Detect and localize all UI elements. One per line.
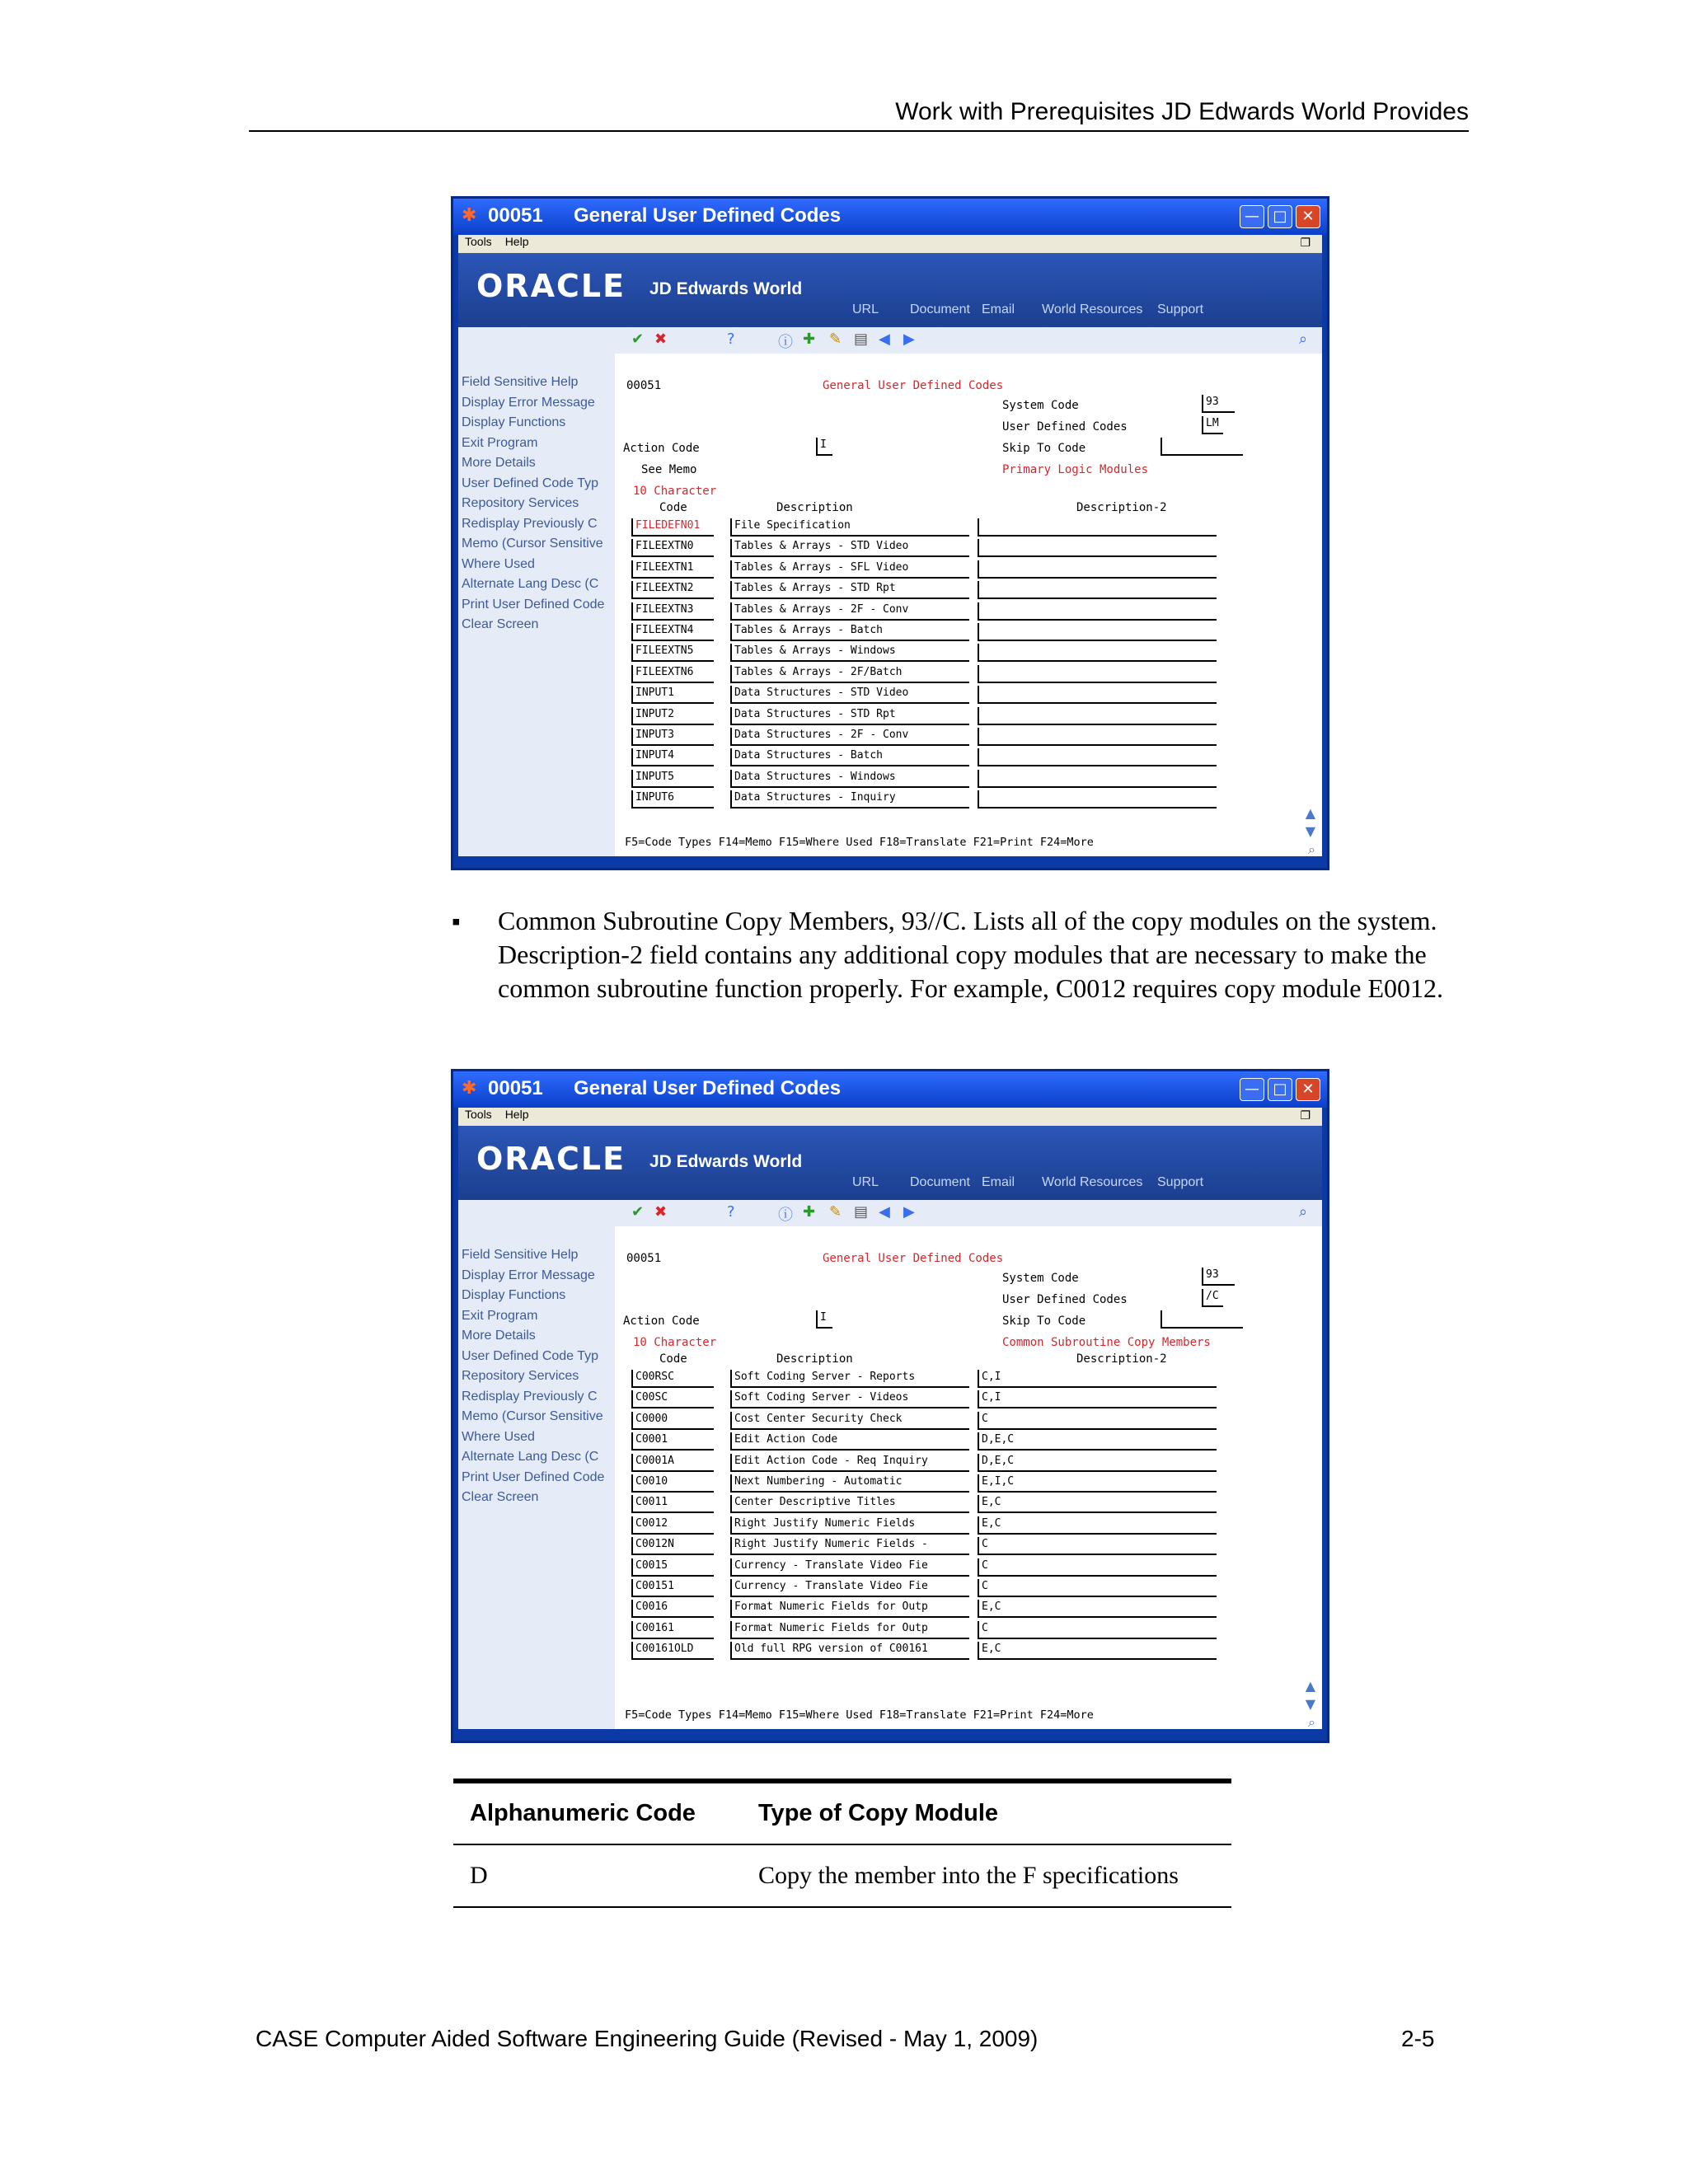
description-2-field[interactable] [978, 665, 1217, 683]
code-field[interactable]: C0001A [631, 1454, 714, 1472]
description-2-field[interactable]: E,C [978, 1600, 1217, 1618]
udc-field[interactable]: /C [1202, 1289, 1223, 1307]
description-2-field[interactable] [978, 518, 1217, 537]
window-program-number: 00051 [488, 204, 543, 227]
function-menu-item[interactable]: Alternate Lang Desc (C [462, 577, 599, 591]
code-field[interactable]: FILEEXTN2 [631, 581, 714, 599]
restore-icon[interactable]: ❐ [1300, 237, 1311, 250]
description-2-field[interactable] [978, 686, 1217, 704]
udc-label: User Defined Codes [1002, 1293, 1128, 1306]
code-field[interactable]: INPUT1 [631, 686, 714, 704]
footer-title: CASE Computer Aided Software Engineering Guide (Revised - May 1, 2009) [256, 2026, 1039, 2051]
next-icon[interactable]: ▶ [903, 1203, 915, 1221]
udc-label: User Defined Codes [1002, 420, 1128, 434]
info-icon[interactable]: ⓘ [778, 334, 793, 351]
description-2-field[interactable] [978, 728, 1217, 746]
menu-help[interactable]: Help [504, 1108, 529, 1121]
code-field[interactable]: C0011 [631, 1495, 714, 1513]
description-field[interactable]: Next Numbering - Automatic [730, 1474, 969, 1493]
menu-tools[interactable]: Tools [465, 235, 492, 248]
description-field[interactable]: Tables & Arrays - 2F/Batch [730, 665, 969, 683]
description-2-field[interactable]: E,C [978, 1516, 1217, 1535]
next-icon[interactable]: ▶ [903, 330, 915, 348]
description-field[interactable]: Soft Coding Server - Reports [730, 1370, 969, 1388]
description-2-field[interactable]: C [978, 1412, 1217, 1430]
code-field[interactable]: FILEEXTN5 [631, 644, 714, 662]
description-field[interactable]: Right Justify Numeric Fields [730, 1516, 969, 1535]
code-field[interactable]: C0012N [631, 1537, 714, 1555]
function-menu-panel [458, 354, 615, 856]
description-2-field[interactable]: C [978, 1579, 1217, 1597]
description-field[interactable]: Data Structures - STD Rpt [730, 707, 969, 725]
action-code-label: Action Code [623, 442, 700, 455]
udc-type-description: Primary Logic Modules [1002, 463, 1149, 476]
title-bar [453, 1071, 1327, 1108]
zoom-icon[interactable]: ⌕ [1308, 1714, 1315, 1730]
code-field[interactable]: C0016 [631, 1600, 714, 1618]
description-field[interactable]: Edit Action Code [730, 1432, 969, 1451]
edit-icon[interactable]: ✎ [829, 1203, 842, 1221]
close-button[interactable]: ✕ [1296, 205, 1320, 228]
enter-icon[interactable]: ✔ [631, 330, 645, 348]
info-icon[interactable]: ⓘ [778, 1207, 793, 1224]
code-field[interactable]: FILEEXTN6 [631, 665, 714, 683]
delete-icon[interactable]: ▤ [854, 1203, 869, 1221]
app-star-icon: ✱ [462, 1078, 477, 1099]
form-content [615, 1226, 1322, 1729]
function-menu-item[interactable]: Clear Screen [462, 1490, 539, 1504]
maximize-button[interactable]: □ [1268, 205, 1292, 228]
description-2-field[interactable]: E,C [978, 1642, 1217, 1660]
code-field[interactable]: FILEEXTN1 [631, 560, 714, 579]
system-code-field[interactable]: 93 [1202, 395, 1235, 413]
toolbar [458, 1200, 1322, 1226]
bullet-paragraph: Common Subroutine Copy Members, 93//C. Lists all of the copy modules on the system. Description-2 field contains any additional copy modules that are necessary to make the common subroutine function properly. For example, C0012 requires copy module E0012. [498, 906, 1444, 1003]
description-field[interactable]: Soft Coding Server - Videos [730, 1390, 969, 1408]
function-keys: F5=Code Types F14=Memo F15=Where Used F18=Translate F21=Print F24=More [625, 836, 1094, 849]
code-field[interactable]: C00151 [631, 1579, 714, 1597]
description-2-field[interactable]: C [978, 1621, 1217, 1639]
system-code-field[interactable]: 93 [1202, 1268, 1235, 1286]
description-2-field[interactable] [978, 707, 1217, 725]
menu-tools[interactable]: Tools [465, 1108, 492, 1121]
description-field[interactable]: Data Structures - Inquiry [730, 790, 969, 808]
restore-icon[interactable]: ❐ [1300, 1109, 1311, 1122]
add-icon[interactable]: ✚ [803, 330, 816, 348]
description-field[interactable]: Currency - Translate Video Fie [730, 1558, 969, 1577]
function-menu-item[interactable]: Memo (Cursor Sensitive [462, 1409, 603, 1423]
function-menu-item[interactable]: Repository Services [462, 1369, 579, 1383]
description-2-field[interactable] [978, 560, 1217, 579]
search-icon[interactable]: ⌕ [1299, 1203, 1308, 1221]
nav-link-2[interactable]: Email [982, 302, 1015, 316]
description-2-field[interactable] [978, 770, 1217, 788]
code-field[interactable]: C00161 [631, 1621, 714, 1639]
function-menu-item[interactable]: Field Sensitive Help [462, 375, 579, 389]
column-header-code: Code [659, 501, 687, 514]
oracle-logo: ORACLE [476, 268, 626, 304]
code-field[interactable]: C0015 [631, 1558, 714, 1577]
function-menu-item[interactable]: Repository Services [462, 496, 579, 510]
description-2-field[interactable] [978, 602, 1217, 621]
function-menu-item[interactable]: Display Error Message [462, 395, 595, 410]
menu-bar [458, 235, 1322, 253]
ten-character-label: 10 Character [633, 1336, 717, 1349]
minimize-button[interactable]: — [1240, 1078, 1264, 1101]
description-field[interactable]: Edit Action Code - Req Inquiry [730, 1454, 969, 1472]
description-field[interactable]: Tables & Arrays - STD Video [730, 539, 969, 557]
jde-logo-text: JD Edwards World [649, 1152, 803, 1171]
window-title: General User Defined Codes [574, 204, 842, 227]
scroll-up-icon[interactable]: ▲ [1305, 1678, 1315, 1694]
maximize-button[interactable]: □ [1268, 1078, 1292, 1101]
function-menu-item[interactable]: Display Error Message [462, 1268, 595, 1282]
code-field[interactable]: INPUT4 [631, 748, 714, 766]
screenshot-window-common-subroutines [451, 1069, 1329, 1743]
code-field[interactable]: C00SC [631, 1390, 714, 1408]
description-2-field[interactable]: D,E,C [978, 1454, 1217, 1472]
code-field[interactable]: INPUT3 [631, 728, 714, 746]
column-header-code: Code [659, 1352, 687, 1366]
screenshot-window-primary-logic-modules [451, 196, 1329, 870]
oracle-logo: ORACLE [476, 1141, 626, 1177]
see-memo-label: See Memo [641, 463, 697, 476]
function-menu-item[interactable]: Exit Program [462, 1308, 538, 1323]
toolbar [458, 327, 1322, 354]
function-menu-item[interactable]: User Defined Code Typ [462, 476, 599, 490]
menu-bar [458, 1108, 1322, 1126]
function-menu-item[interactable]: Where Used [462, 556, 535, 571]
function-menu-item[interactable]: Print User Defined Code [462, 1469, 605, 1484]
cancel-icon[interactable]: ✖ [654, 1203, 668, 1221]
description-field[interactable]: File Specification [730, 518, 969, 537]
description-2-field[interactable]: C [978, 1558, 1217, 1577]
description-field[interactable]: Tables & Arrays - Windows [730, 644, 969, 662]
nav-link-3[interactable]: World Resources [1042, 302, 1143, 316]
description-2-field[interactable] [978, 748, 1217, 766]
description-field[interactable]: Format Numeric Fields for Outp [730, 1621, 969, 1639]
ten-character-label: 10 Character [633, 485, 717, 498]
description-field[interactable]: Tables & Arrays - Batch [730, 623, 969, 641]
copy-module-table [453, 1779, 1231, 1908]
scroll-up-icon[interactable]: ▲ [1305, 805, 1315, 821]
function-menu-item[interactable]: Redisplay Previously C [462, 516, 598, 531]
udc-type-description: Common Subroutine Copy Members [1002, 1336, 1211, 1349]
enter-icon[interactable]: ✔ [631, 1203, 645, 1221]
nav-link-1[interactable]: Document [910, 302, 970, 316]
table-header-type: Type of Copy Module [742, 1781, 1231, 1844]
skip-to-code-field[interactable] [1160, 438, 1243, 456]
function-menu-item[interactable]: Display Functions [462, 415, 566, 429]
code-field[interactable]: FILEEXTN3 [631, 602, 714, 621]
table-cell-code: D [453, 1844, 742, 1907]
function-menu-item[interactable]: Clear Screen [462, 617, 539, 631]
table-row [453, 1844, 1231, 1907]
description-field[interactable]: Tables & Arrays - SFL Video [730, 560, 969, 579]
nav-link-3[interactable]: World Resources [1042, 1175, 1143, 1189]
function-menu-item[interactable]: Field Sensitive Help [462, 1248, 579, 1262]
column-header-description: Description [776, 1352, 853, 1366]
description-field[interactable]: Data Structures - Batch [730, 748, 969, 766]
code-field[interactable]: INPUT5 [631, 770, 714, 788]
action-code-field[interactable]: I [816, 438, 832, 456]
description-2-field[interactable]: D,E,C [978, 1432, 1217, 1451]
code-field[interactable]: INPUT6 [631, 790, 714, 808]
function-menu-item[interactable]: Where Used [462, 1429, 535, 1444]
description-field[interactable]: Tables & Arrays - STD Rpt [730, 581, 969, 599]
description-2-field[interactable] [978, 790, 1217, 808]
code-field[interactable]: C0012 [631, 1516, 714, 1535]
skip-to-code-label: Skip To Code [1002, 442, 1086, 455]
nav-link-4[interactable]: Support [1157, 302, 1204, 316]
description-field[interactable]: Data Structures - 2F - Conv [730, 728, 969, 746]
jde-logo-text: JD Edwards World [649, 279, 803, 298]
cancel-icon[interactable]: ✖ [654, 330, 668, 348]
nav-link-0[interactable]: URL [852, 1175, 879, 1189]
page-header: Work with Prerequisites JD Edwards World Provides [249, 97, 1469, 132]
program-id: 00051 [626, 379, 662, 392]
column-header-description-2: Description-2 [1076, 501, 1167, 514]
oracle-banner [458, 253, 1322, 327]
help-icon[interactable]: ? [727, 330, 735, 348]
udc-field[interactable]: LM [1202, 416, 1223, 434]
description-2-field[interactable] [978, 644, 1217, 662]
nav-link-4[interactable]: Support [1157, 1175, 1204, 1189]
function-menu-item[interactable]: More Details [462, 1329, 536, 1343]
description-field[interactable]: Center Descriptive Titles [730, 1495, 969, 1513]
description-2-field[interactable]: C,I [978, 1370, 1217, 1388]
search-icon[interactable]: ⌕ [1299, 330, 1308, 348]
program-id: 00051 [626, 1252, 662, 1265]
scroll-down-icon[interactable]: ▼ [1305, 1696, 1315, 1712]
function-menu-item[interactable]: Alternate Lang Desc (C [462, 1450, 599, 1464]
function-menu-panel [458, 1226, 615, 1729]
code-field[interactable]: C0001 [631, 1432, 714, 1451]
nav-link-1[interactable]: Document [910, 1175, 970, 1189]
add-icon[interactable]: ✚ [803, 1203, 816, 1221]
table-header-code: Alphanumeric Code [453, 1781, 742, 1844]
description-2-field[interactable]: E,I,C [978, 1474, 1217, 1493]
oracle-banner [458, 1126, 1322, 1200]
skip-to-code-field[interactable] [1160, 1310, 1243, 1329]
help-icon[interactable]: ? [727, 1203, 735, 1221]
function-menu-item[interactable]: Redisplay Previously C [462, 1389, 598, 1404]
action-code-label: Action Code [623, 1315, 700, 1328]
scroll-down-icon[interactable]: ▼ [1305, 823, 1315, 839]
footer-page-number: 2-5 [1401, 2026, 1435, 2051]
code-field[interactable]: FILEDEFN01 [631, 518, 714, 537]
zoom-icon[interactable]: ⌕ [1308, 841, 1315, 857]
function-menu-item[interactable]: More Details [462, 456, 536, 470]
description-field[interactable]: Format Numeric Fields for Outp [730, 1600, 969, 1618]
edit-icon[interactable]: ✎ [829, 330, 842, 348]
prev-icon[interactable]: ◀ [879, 1203, 890, 1221]
description-field[interactable]: Currency - Translate Video Fie [730, 1579, 969, 1597]
form-content [615, 354, 1322, 856]
function-menu-item[interactable]: Display Functions [462, 1288, 566, 1302]
code-field[interactable]: C0000 [631, 1412, 714, 1430]
delete-icon[interactable]: ▤ [854, 330, 869, 348]
description-2-field[interactable]: E,C [978, 1495, 1217, 1513]
description-2-field[interactable]: C [978, 1537, 1217, 1555]
description-field[interactable]: Data Structures - STD Video [730, 686, 969, 704]
function-menu-item[interactable]: Exit Program [462, 435, 538, 450]
table-header-row [453, 1781, 1231, 1844]
column-header-description: Description [776, 501, 853, 514]
title-bar [453, 199, 1327, 235]
description-2-field[interactable] [978, 539, 1217, 557]
menu-help[interactable]: Help [504, 235, 529, 248]
code-field[interactable]: C00RSC [631, 1370, 714, 1388]
bullet-marker: ▪ [452, 908, 461, 935]
system-code-label: System Code [1002, 1272, 1079, 1285]
code-field[interactable]: INPUT2 [631, 707, 714, 725]
app-star-icon: ✱ [462, 205, 477, 226]
skip-to-code-label: Skip To Code [1002, 1315, 1086, 1328]
window-title: General User Defined Codes [574, 1077, 842, 1099]
description-field[interactable]: Cost Center Security Check [730, 1412, 969, 1430]
table-cell-type: Copy the member into the F specifications [742, 1844, 1231, 1907]
column-header-description-2: Description-2 [1076, 1352, 1167, 1366]
minimize-button[interactable]: — [1240, 205, 1264, 228]
screen-title: General User Defined Codes [823, 1252, 1004, 1265]
description-field[interactable]: Tables & Arrays - 2F - Conv [730, 602, 969, 621]
description-2-field[interactable] [978, 623, 1217, 641]
system-code-label: System Code [1002, 399, 1079, 412]
description-field[interactable]: Old full RPG version of C00161 [730, 1642, 969, 1660]
function-menu-item[interactable]: Memo (Cursor Sensitive [462, 537, 603, 551]
function-keys: F5=Code Types F14=Memo F15=Where Used F18=Translate F21=Print F24=More [625, 1708, 1094, 1722]
screen-title: General User Defined Codes [823, 379, 1004, 392]
close-button[interactable]: ✕ [1296, 1078, 1320, 1101]
function-menu-item[interactable]: User Defined Code Typ [462, 1348, 599, 1363]
function-menu-item[interactable]: Print User Defined Code [462, 597, 605, 612]
nav-link-0[interactable]: URL [852, 302, 879, 316]
description-2-field[interactable]: C,I [978, 1390, 1217, 1408]
prev-icon[interactable]: ◀ [879, 330, 890, 348]
code-field[interactable]: FILEEXTN0 [631, 539, 714, 557]
window-program-number: 00051 [488, 1077, 543, 1099]
action-code-field[interactable]: I [816, 1310, 832, 1329]
description-field[interactable]: Data Structures - Windows [730, 770, 969, 788]
nav-link-2[interactable]: Email [982, 1175, 1015, 1189]
description-2-field[interactable] [978, 581, 1217, 599]
code-field[interactable]: C0010 [631, 1474, 714, 1493]
description-field[interactable]: Right Justify Numeric Fields - [730, 1537, 969, 1555]
code-field[interactable]: C00161OLD [631, 1642, 714, 1660]
code-field[interactable]: FILEEXTN4 [631, 623, 714, 641]
